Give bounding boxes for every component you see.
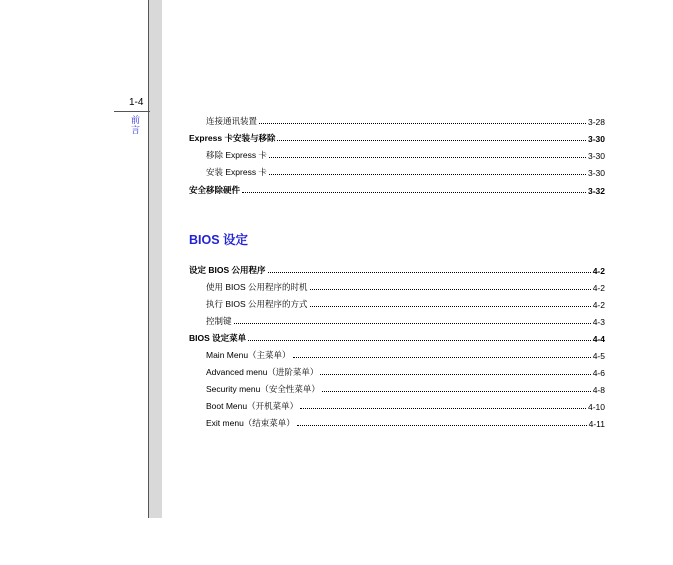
toc-entry[interactable] xyxy=(206,398,605,412)
toc-entry-page: 4-6 xyxy=(592,368,605,378)
toc-entry-page: 3-28 xyxy=(587,117,605,127)
toc-entry-page: 4-2 xyxy=(592,283,605,293)
toc-entry[interactable] xyxy=(206,313,605,327)
toc-entry-title: 控制键 xyxy=(206,316,232,326)
toc-entry-page: 4-8 xyxy=(592,385,605,395)
toc-leader-dots xyxy=(322,391,591,392)
toc-entry[interactable] xyxy=(206,347,605,361)
toc-entry[interactable] xyxy=(206,164,605,178)
toc-entry-title: BIOS 设定菜单 xyxy=(189,333,247,343)
toc-entry-page: 3-30 xyxy=(587,168,605,178)
toc-entry-title: 设定 BIOS 公用程序 xyxy=(189,265,266,275)
toc-entry-title: 安全移除硬件 xyxy=(189,185,241,195)
toc-leader-dots xyxy=(300,408,586,409)
toc-entry[interactable] xyxy=(206,296,605,310)
toc-entry-title: Express 卡安装与移除 xyxy=(189,133,276,143)
toc-leader-dots xyxy=(269,174,586,175)
toc-entry-title: Boot Menu（开机菜单） xyxy=(206,401,299,411)
toc-leader-dots xyxy=(269,157,586,158)
toc-entry-page: 4-10 xyxy=(587,402,605,412)
toc-entry-page: 3-32 xyxy=(587,186,605,196)
toc-entry[interactable] xyxy=(206,415,605,429)
toc-entry-title: 移除 Express 卡 xyxy=(206,150,267,160)
toc-entry-title: 使用 BIOS 公用程序的时机 xyxy=(206,282,308,292)
toc-entry-title: Exit menu（结束菜单） xyxy=(206,418,295,428)
toc-leader-dots xyxy=(297,425,587,426)
toc-leader-dots xyxy=(259,123,586,124)
toc-leader-dots xyxy=(248,340,591,341)
toc-leader-dots xyxy=(234,323,591,324)
toc-leader-dots xyxy=(242,192,586,193)
toc-entry[interactable] xyxy=(206,113,605,127)
toc-entry-title: 执行 BIOS 公用程序的方式 xyxy=(206,299,308,309)
toc-entry-page: 4-5 xyxy=(592,351,605,361)
page-number-rule xyxy=(114,111,150,112)
toc-entry-page: 4-3 xyxy=(592,317,605,327)
toc-entry-page: 3-30 xyxy=(587,134,605,144)
toc-leader-dots xyxy=(293,357,591,358)
toc-leader-dots xyxy=(310,306,591,307)
toc-entry[interactable] xyxy=(189,182,605,196)
page-gutter-bar xyxy=(148,0,162,518)
section-heading: BIOS 设定 xyxy=(189,233,249,247)
toc-entry-page: 4-2 xyxy=(592,300,605,310)
page-number: 1-4 xyxy=(129,97,144,108)
chapter-side-label: 前言 xyxy=(131,116,141,136)
toc-entry-page: 3-30 xyxy=(587,151,605,161)
toc-entry[interactable] xyxy=(206,381,605,395)
toc-entry[interactable] xyxy=(189,262,605,276)
toc-leader-dots xyxy=(277,140,586,141)
toc-entry[interactable] xyxy=(206,279,605,293)
toc-entry[interactable] xyxy=(189,130,605,144)
toc-entry[interactable] xyxy=(206,364,605,378)
toc-entry-title: Advanced menu（进阶菜单） xyxy=(206,367,319,377)
toc-entry-page: 4-11 xyxy=(588,419,605,429)
toc-entry-title: Security menu（安全性菜单） xyxy=(206,384,320,394)
toc-entry-title: 连接通讯装置 xyxy=(206,116,258,126)
toc-entry-title: Main Menu（主菜单） xyxy=(206,350,291,360)
toc-leader-dots xyxy=(268,272,591,273)
toc-entry[interactable] xyxy=(189,330,605,344)
toc-entry-page: 4-4 xyxy=(592,334,605,344)
toc-entry-title: 安装 Express 卡 xyxy=(206,167,267,177)
toc-entry-page: 4-2 xyxy=(592,266,605,276)
toc-leader-dots xyxy=(310,289,591,290)
toc-entry[interactable] xyxy=(206,147,605,161)
toc-leader-dots xyxy=(320,374,590,375)
